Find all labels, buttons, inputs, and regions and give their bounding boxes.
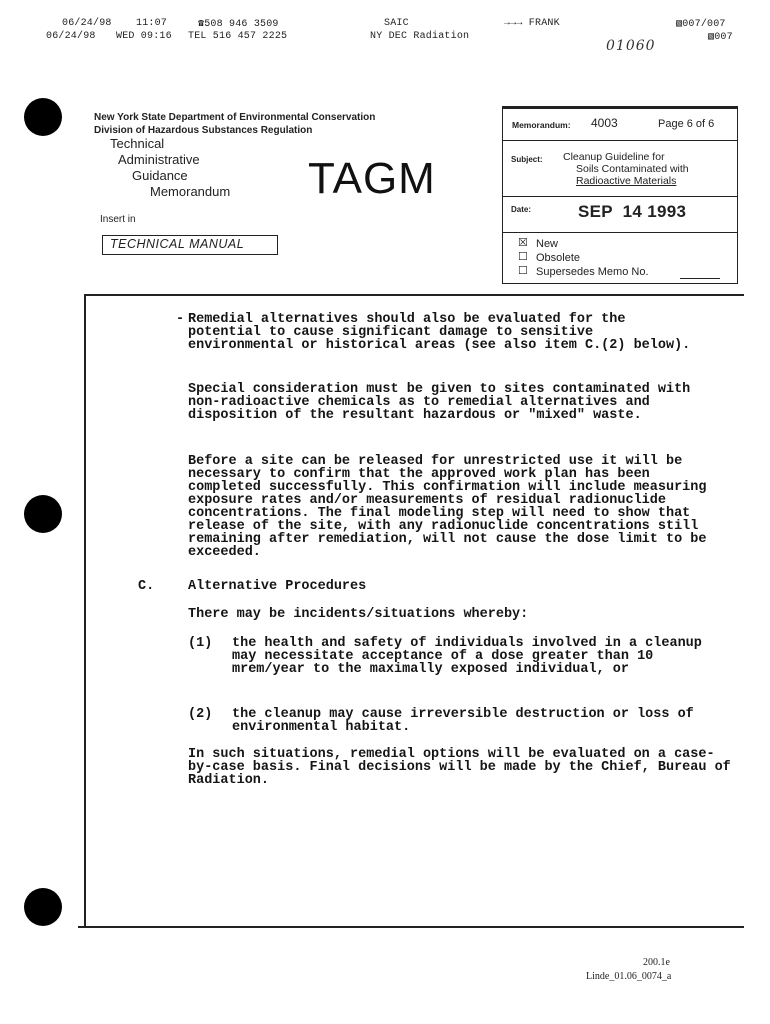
- item-1-number: (1): [188, 636, 213, 651]
- memo-box-top-rule: [502, 106, 738, 108]
- memo-page: Page 6 of 6: [658, 118, 715, 130]
- fax-page-1: ▧007/007: [676, 19, 726, 30]
- manual-name: TECHNICAL MANUAL: [110, 237, 245, 251]
- fax-day-time-2: WED 09:16: [116, 31, 172, 42]
- memo-subject-line-3: Radioactive Materials: [576, 175, 677, 187]
- paragraph-remedial: Remedial alternatives should also be evaluated for the potential to cause significant damage to sensitive environmental or historical areas (see also item C.(2) below).: [188, 312, 691, 353]
- insert-in-label: Insert in: [100, 214, 136, 225]
- fax-phone-1: ☎508 946 3509: [198, 19, 279, 30]
- agency-line-1: New York State Department of Environmental Conservation: [94, 112, 376, 123]
- punch-hole-middle: [24, 495, 62, 533]
- fax-time-1: 11:07: [136, 18, 168, 29]
- section-letter: C.: [138, 579, 155, 594]
- option-supersedes-label: Supersedes Memo No.: [536, 266, 649, 278]
- footer-code-1: 200.1e: [643, 957, 670, 968]
- title-tagm: TAGM: [308, 154, 436, 203]
- fax-date-1: 06/24/98: [62, 18, 112, 29]
- paragraph-closing: In such situations, remedial options will be evaluated on a case-by-case basis. Final decisions will be made by the Chief, Bureau of Radiation.: [188, 747, 731, 788]
- bullet-dash: -: [176, 312, 185, 327]
- content-top-rule: [84, 294, 744, 296]
- memo-box-divider-2: [502, 196, 738, 197]
- memo-date-value: SEP 14 1993: [578, 202, 687, 221]
- fax-org-2: NY DEC Radiation: [370, 31, 470, 42]
- handwritten-code: 01060: [606, 38, 656, 54]
- memo-box-divider-1: [502, 140, 738, 141]
- content-bottom-rule: [78, 926, 744, 928]
- fax-date-2: 06/24/98: [46, 31, 96, 42]
- fax-page-2: ▧007: [708, 32, 733, 43]
- memo-subject-line-1: Cleanup Guideline for: [563, 151, 665, 163]
- option-new-label: New: [536, 238, 559, 250]
- section-title: Alternative Procedures: [188, 579, 367, 594]
- option-obsolete-label: Obsolete: [536, 252, 581, 264]
- paragraph-special: Special consideration must be given to sites contaminated with non-radioactive chemicals as to remedial alternatives and disposition of the resultant hazardous or "mixed" waste.: [188, 382, 691, 423]
- memo-number-label: Memorandum:: [512, 120, 571, 130]
- footer-code-2: Linde_01.06_0074_a: [586, 971, 672, 982]
- item-2-number: (2): [188, 707, 213, 722]
- section-intro: There may be incidents/situations whereby:: [188, 607, 529, 622]
- title-guidance: Guidance: [132, 168, 188, 183]
- option-new-mark: ☒: [518, 237, 528, 249]
- item-1-text: the health and safety of individuals involved in a cleanup may necessitate acceptance of a dose greater than 10 mrem/year to the maximally exposed individual, or: [232, 636, 702, 677]
- content-left-rule: [84, 294, 86, 928]
- fax-org-1: SAIC: [384, 18, 409, 29]
- memo-date-label: Date:: [511, 205, 532, 214]
- memo-number: 4003: [591, 116, 618, 130]
- title-memorandum: Memorandum: [150, 184, 231, 199]
- supersedes-blank-line: [680, 278, 720, 279]
- title-administrative: Administrative: [118, 152, 200, 167]
- fax-to: →→→ FRANK: [504, 18, 560, 29]
- agency-line-2: Division of Hazardous Substances Regulation: [94, 125, 313, 136]
- punch-hole-top: [24, 98, 62, 136]
- title-technical: Technical: [110, 136, 165, 151]
- option-supersedes-mark: ☐: [518, 265, 528, 277]
- memo-subject-line-2: Soils Contaminated with: [576, 163, 689, 175]
- option-obsolete-mark: ☐: [518, 251, 528, 263]
- item-2-text: the cleanup may cause irreversible destruction or loss of environmental habitat.: [232, 707, 694, 735]
- fax-tel-2: TEL 516 457 2225: [188, 31, 288, 42]
- paragraph-release: Before a site can be released for unrestricted use it will be necessary to confirm that the approved work plan has been completed successfully. This confirmation will include measuring exposure rates and/or measurements of residual radionuclide concentrations. The final modeling step will need to show that release of the site, with any radionuclide concentrations still remaining after remediation, will not cause the dose limit to be exceeded.: [188, 454, 707, 560]
- punch-hole-bottom: [24, 888, 62, 926]
- memo-subject-label: Subject:: [511, 155, 543, 164]
- memo-box-divider-3: [502, 232, 738, 233]
